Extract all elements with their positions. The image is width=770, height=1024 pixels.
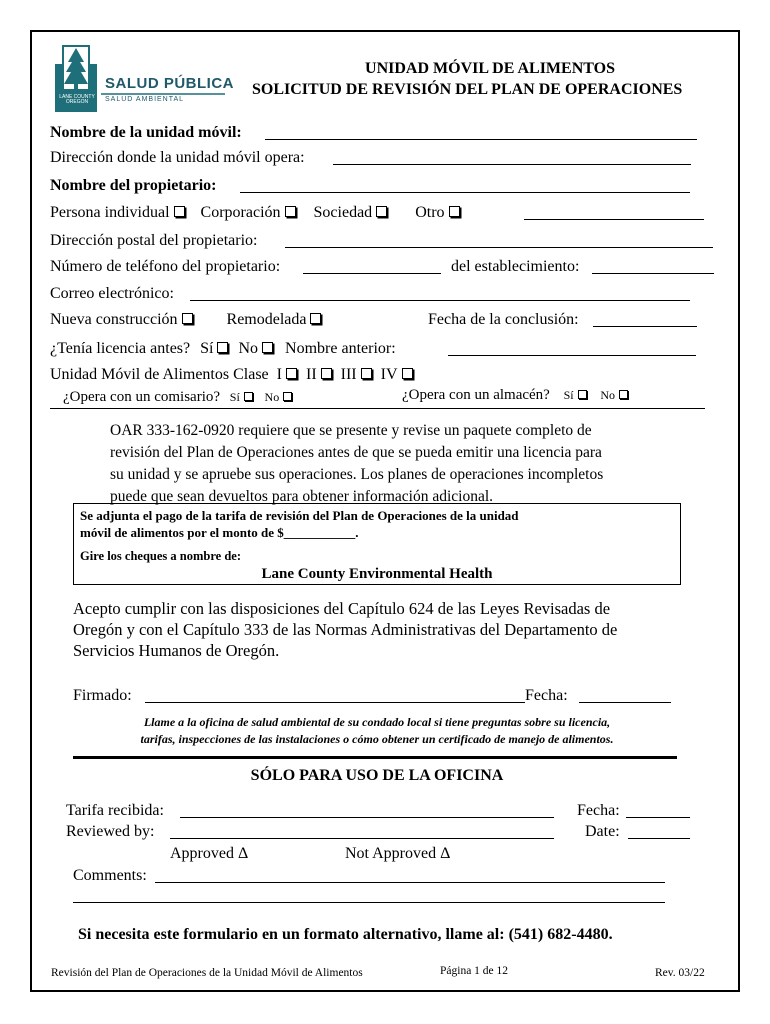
contact-note: [73, 714, 681, 748]
unit-name-field[interactable]: [265, 139, 697, 140]
oar-notice-line3: su unidad y se apruebe sus operaciones. Los planes de operaciones incompletos: [110, 466, 604, 483]
contact-note-line1: Llame a la oficina de salud ambiental de su condado local si tiene preguntas sobre su licencia,: [143, 715, 611, 729]
comments-label: Comments:: [73, 867, 147, 884]
remodeled-label: Remodelada: [226, 311, 307, 328]
commissary-label: ¿Opera con un comisario?: [63, 389, 221, 405]
oar-notice-line2: revisión del Plan de Operaciones antes de que se pueda emitir una licencia para: [110, 444, 602, 461]
commissary-row: [63, 389, 294, 406]
fee-line2: móvil de alimentos por el monto de $___________.: [80, 525, 359, 540]
class-iii-checkbox[interactable]: [361, 368, 372, 379]
logo-subtitle: SALUD AMBIENTAL: [105, 96, 185, 103]
owner-postal-field[interactable]: [285, 247, 713, 248]
warehouse-yes-label: Sí: [563, 388, 574, 402]
owner-phone-field[interactable]: [303, 273, 441, 274]
license-row: [50, 340, 396, 358]
construction-row: [50, 311, 323, 329]
warehouse-no-label: No: [600, 388, 616, 402]
other-checkbox[interactable]: [449, 206, 460, 217]
footer-revision: Rev. 03/22: [655, 967, 705, 979]
warehouse-label: ¿Opera con un almacén?: [402, 387, 550, 403]
other-label: Otro: [415, 204, 445, 221]
reviewed-by-field[interactable]: [170, 838, 554, 839]
class-i-label: I: [276, 366, 282, 383]
establishment-label: del establecimiento:: [451, 258, 580, 275]
new-construction-checkbox[interactable]: [182, 313, 193, 324]
section-divider: [50, 408, 705, 409]
class-label: Unidad Móvil de Alimentos Clase: [50, 366, 269, 383]
individual-label: Persona individual: [50, 204, 170, 221]
footer-doc-name: Revisión del Plan de Operaciones de la Unidad Móvil de Alimentos: [51, 967, 363, 979]
previous-name-field[interactable]: [448, 355, 696, 356]
class-iv-checkbox[interactable]: [402, 368, 413, 379]
commissary-yes-label: Sí: [229, 390, 240, 404]
license-no-label: No: [238, 340, 259, 357]
completion-date-label: Fecha de la conclusión:: [428, 311, 579, 328]
office-divider: [73, 756, 677, 759]
signed-label: Firmado:: [73, 687, 132, 704]
establishment-phone-field[interactable]: [592, 273, 714, 274]
fee-text: [80, 507, 519, 541]
signature-date-label: Fecha:: [525, 687, 568, 704]
signature-field[interactable]: [145, 702, 525, 703]
fee-line1: Se adjunta el pago de la tarifa de revisión del Plan de Operaciones de la unidad: [80, 508, 519, 523]
email-field[interactable]: [190, 300, 690, 301]
class-ii-label: II: [305, 366, 317, 383]
unit-address-label: Dirección donde la unidad móvil opera:: [50, 149, 305, 166]
society-checkbox[interactable]: [376, 206, 387, 217]
commissary-no-checkbox[interactable]: [283, 392, 292, 401]
warehouse-yes-checkbox[interactable]: [578, 390, 587, 399]
class-ii-checkbox[interactable]: [321, 368, 332, 379]
class-iii-label: III: [340, 366, 357, 383]
license-yes-label: Sí: [200, 340, 214, 357]
logo-brand: SALUD PÚBLICA: [105, 75, 234, 92]
approved-option[interactable]: Approved Δ: [170, 845, 249, 862]
office-use-title: SÓLO PARA USO DE LA OFICINA: [250, 767, 504, 784]
owner-name-field[interactable]: [240, 192, 690, 193]
society-label: Sociedad: [313, 204, 373, 221]
contact-note-line2: tarifas, inspecciones de las instalaciones o cómo obtener un certificado de manejo de alimentos.: [140, 732, 614, 746]
footer-page-number: Página 1 de 12: [440, 965, 509, 977]
agreement-line3: Servicios Humanos de Oregón.: [73, 641, 280, 660]
agreement-line1: Acepto cumplir con las disposiciones del Capítulo 624 de las Leyes Revisadas de: [73, 599, 611, 618]
oar-notice-line1: OAR 333-162-0920 requiere que se presente y revise un paquete completo de: [110, 422, 592, 439]
not-approved-option[interactable]: Not Approved Δ: [345, 845, 451, 862]
agreement-line2: Oregón y con el Capítulo 333 de las Normas Administrativas del Departamento de: [73, 620, 618, 639]
new-construction-label: Nueva construcción: [50, 311, 178, 328]
entity-type-row: [50, 204, 462, 222]
commissary-yes-checkbox[interactable]: [244, 392, 253, 401]
other-field[interactable]: [524, 219, 704, 220]
comments-field-line2[interactable]: [73, 902, 665, 903]
owner-name-label: Nombre del propietario:: [50, 177, 217, 194]
individual-checkbox[interactable]: [174, 206, 185, 217]
license-before-label: ¿Tenía licencia antes?: [50, 340, 191, 357]
agreement-text: [73, 598, 617, 661]
fee-received-label: Tarifa recibida:: [66, 802, 164, 819]
payee-name: Lane County Environmental Health: [261, 566, 493, 582]
class-iv-label: IV: [380, 366, 398, 383]
owner-postal-label: Dirección postal del propietario:: [50, 232, 258, 249]
previous-name-label: Nombre anterior:: [285, 340, 396, 357]
office-fecha-field[interactable]: [626, 817, 690, 818]
warehouse-row: [402, 387, 630, 404]
remodeled-checkbox[interactable]: [310, 313, 321, 324]
completion-date-field[interactable]: [593, 326, 697, 327]
corporation-checkbox[interactable]: [285, 206, 296, 217]
reviewed-by-label: Reviewed by:: [66, 823, 155, 840]
license-yes-checkbox[interactable]: [217, 342, 228, 353]
title-line1: UNIDAD MÓVIL DE ALIMENTOS: [365, 60, 615, 77]
class-row: [50, 366, 415, 384]
logo-county: LANE COUNTY OREGON: [59, 94, 95, 105]
owner-phone-label: Número de teléfono del propietario:: [50, 258, 281, 275]
office-date-field[interactable]: [628, 838, 690, 839]
commissary-no-label: No: [264, 390, 280, 404]
oar-notice: [110, 420, 603, 508]
oar-notice-line4: puede que sean devueltos para obtener información adicional.: [110, 488, 494, 505]
signature-date-field[interactable]: [579, 702, 671, 703]
fee-received-field[interactable]: [180, 817, 554, 818]
license-no-checkbox[interactable]: [262, 342, 273, 353]
corporation-label: Corporación: [200, 204, 281, 221]
unit-name-label: Nombre de la unidad móvil:: [50, 124, 242, 141]
title-line2: SOLICITUD DE REVISIÓN DEL PLAN DE OPERACIONES: [252, 81, 683, 98]
office-fecha-label: Fecha:: [577, 802, 620, 819]
checks-payable-label: Gire los cheques a nombre de:: [80, 549, 241, 563]
warehouse-no-checkbox[interactable]: [619, 390, 628, 399]
class-i-checkbox[interactable]: [286, 368, 297, 379]
comments-field[interactable]: [155, 882, 665, 883]
alt-format-notice: Si necesita este formulario en un formato alternativo, llame al: (541) 682-4480.: [78, 926, 613, 943]
email-label: Correo electrónico:: [50, 285, 174, 302]
office-date-label: Date:: [585, 823, 620, 840]
unit-address-field[interactable]: [333, 164, 691, 165]
